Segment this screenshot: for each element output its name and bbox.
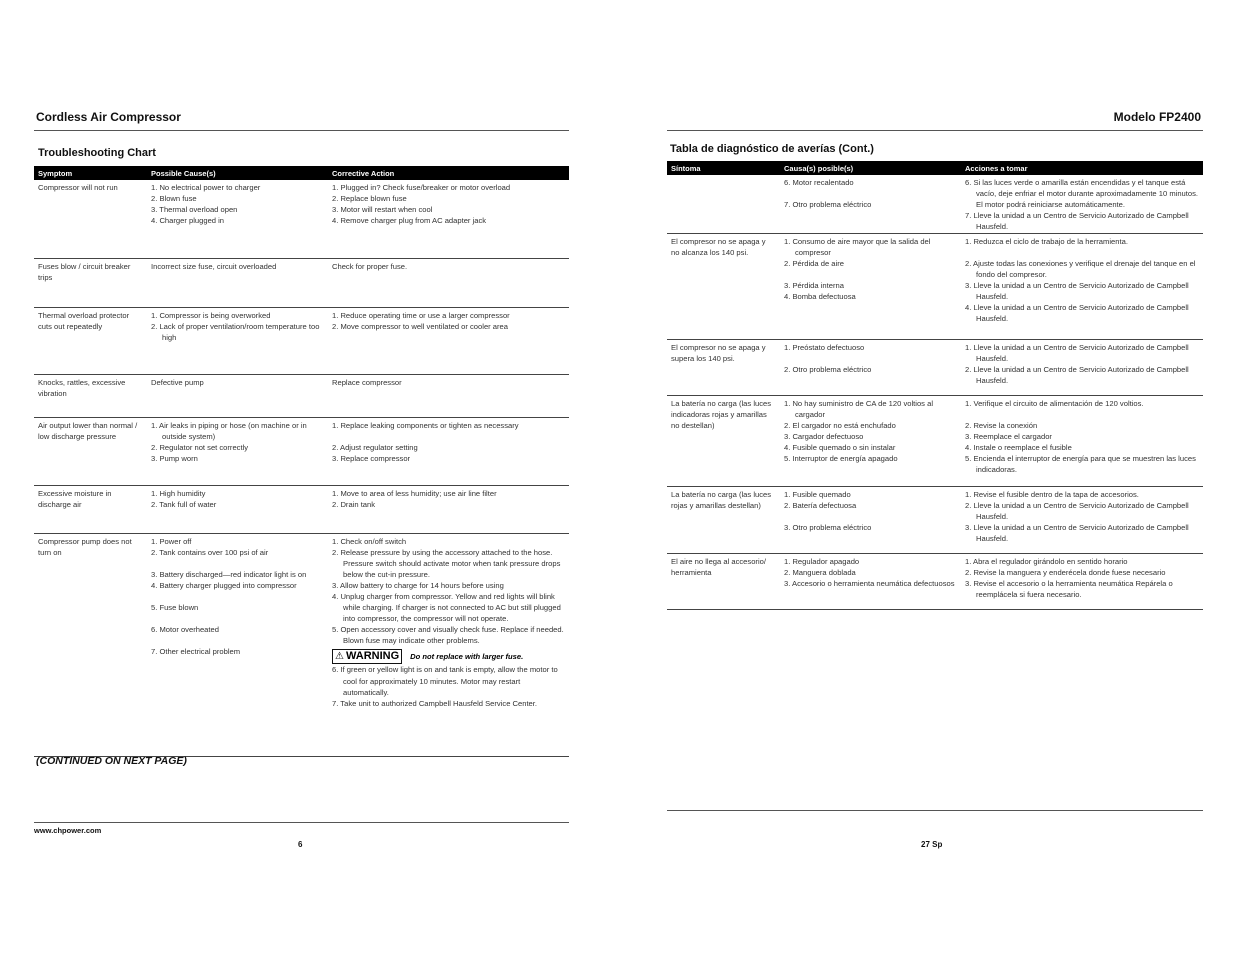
list-item: 3. Battery discharged—red indicator light is on: [151, 569, 307, 579]
causes-cell: [780, 395, 961, 486]
list-item: 3. Motor will restart when cool: [332, 205, 433, 215]
table-row: [667, 395, 1203, 486]
left-page: [34, 0, 569, 954]
troubleshooting-table: [34, 166, 569, 757]
list-item: 1. High humidity: [151, 488, 206, 498]
item-list: [332, 377, 565, 388]
symptom-cell: El aire no llega al accesorio/ herramienta: [667, 553, 780, 609]
item-list: [965, 398, 1199, 476]
list-item: 3. Revise el accesorio o la herramienta neumática Repárela o reemplácela si fuera necesario.: [965, 578, 1173, 599]
item-list: [965, 236, 1199, 325]
column-header-causas: Causa(s) posible(s): [780, 161, 961, 175]
causes-cell: [780, 553, 961, 609]
list-item: 2. Adjust regulator setting: [332, 442, 418, 452]
item-list: [332, 488, 565, 510]
list-item: [151, 558, 324, 569]
table-row: [667, 339, 1203, 395]
causes-cell: [147, 258, 328, 307]
warning-triangle-icon: ⚠: [335, 650, 344, 662]
list-spacer: [784, 353, 957, 364]
causes-cell: [147, 374, 328, 417]
item-list: [965, 342, 1199, 386]
item-list: [151, 488, 324, 510]
table-row: [667, 553, 1203, 609]
footer-url: www.chpower.com: [34, 826, 102, 835]
list-spacer: [784, 511, 957, 522]
list-item: 6. Si las luces verde o amarilla están encendidas y el tanque está vacío, deje enfriar el motor durante aproximadamente 10 minutos. El motor podrá reiniciarse automáticamente.: [965, 178, 1199, 210]
actions-cell: [961, 486, 1203, 553]
item-list: [332, 182, 565, 226]
table-row: [667, 175, 1203, 233]
item-list: [965, 489, 1199, 544]
list-item: 1. Abra el regulador girándolo en sentido horario: [965, 556, 1128, 566]
list-item: 6. If green or yellow light is on and tank is empty, allow the motor to cool for approximately 10 minutes. Motor may restart automatically.: [332, 665, 558, 697]
symptom-cell: Thermal overload protector cuts out repeatedly: [34, 307, 147, 374]
list-item: 2. Lack of proper ventilation/room temperature too high: [151, 321, 320, 342]
item-list: [332, 261, 565, 272]
item-list: [332, 420, 565, 464]
list-item: 2. Drain tank: [332, 499, 376, 509]
symptom-cell: Fuses blow / circuit breaker trips: [34, 258, 147, 307]
list-item: 2. Replace blown fuse: [332, 194, 407, 204]
list-item: 4. Battery charger plugged into compressor: [151, 580, 297, 590]
list-item: Check for proper fuse.: [332, 261, 408, 271]
actions-cell: [961, 175, 1203, 233]
list-item: 1. Plugged in? Check fuse/breaker or motor overload: [332, 183, 511, 192]
table-row: [34, 417, 569, 485]
list-item: 1. Power off: [151, 536, 192, 546]
item-list: [965, 556, 1199, 600]
causes-cell: [780, 175, 961, 233]
list-item: 4. Bomba defectuosa: [784, 291, 856, 301]
list-item: 5. Interruptor de energía apagado: [784, 453, 898, 463]
list-item: 1. Move to area of less humidity; use air line filter: [332, 488, 497, 498]
list-item: 3. Replace compressor: [332, 453, 411, 463]
right-footer-rule: [667, 810, 1203, 811]
item-list: [332, 536, 565, 709]
table-row: [667, 233, 1203, 339]
column-header-acciones: Acciones a tomar: [961, 161, 1203, 175]
list-spacer: [965, 409, 1199, 420]
list-item: 1. Verifique el circuito de alimentación de 120 voltios.: [965, 398, 1144, 408]
actions-cell: [328, 374, 569, 417]
item-list: [784, 342, 957, 375]
table-row: [34, 485, 569, 533]
item-list: [332, 310, 565, 332]
list-item: 2. El cargador no está enchufado: [784, 420, 896, 430]
table-header-row: [34, 166, 569, 180]
list-item: 1. No hay suministro de CA de 120 voltios al cargador: [784, 398, 934, 419]
list-item: 7. Lleve la unidad a un Centro de Servicio Autorizado de Campbell Hausfeld.: [965, 211, 1189, 232]
warning-row: [332, 649, 565, 664]
item-list: [151, 182, 324, 226]
causes-cell: [780, 233, 961, 339]
list-item: 1. Air leaks in piping or hose (on machine or in outside system): [151, 420, 307, 441]
list-item: 3. Lleve la unidad a un Centro de Servicio Autorizado de Campbell Hausfeld.: [965, 280, 1189, 301]
list-item: 1. Compressor is being overworked: [151, 310, 271, 320]
symptom-cell: Air output lower than normal / low discharge pressure: [34, 417, 147, 485]
table-header-row: [667, 161, 1203, 175]
table-row: [34, 374, 569, 417]
list-item: 3. Pump worn: [151, 453, 198, 463]
symptom-cell: El compresor no se apaga y supera los 140 psi.: [667, 339, 780, 395]
warning-text: Do not replace with larger fuse.: [410, 652, 524, 662]
list-item: 1. Consumo de aire mayor que la salida del compresor: [784, 236, 931, 257]
left-footer-rule: [34, 822, 569, 823]
symptom-cell: La batería no carga (las luces rojas y amarillas destellan): [667, 486, 780, 553]
list-item: 2. Lleve la unidad a un Centro de Servicio Autorizado de Campbell Hausfeld.: [965, 500, 1189, 521]
right-page-number: 27 Sp: [921, 840, 943, 849]
left-page-number: 6: [298, 840, 303, 849]
item-list: [784, 398, 957, 465]
diagnostic-table-title: Tabla de diagnóstico de averías (Cont.): [670, 143, 874, 155]
list-item: 2. Lleve la unidad a un Centro de Servicio Autorizado de Campbell Hausfeld.: [965, 364, 1189, 385]
list-item: 2. Tank full of water: [151, 499, 217, 509]
list-item: 7. Other electrical problem: [151, 647, 241, 657]
item-list: [784, 236, 957, 302]
right-header-title: Modelo FP2400: [1113, 110, 1201, 124]
list-item: 3. Otro problema eléctrico: [784, 522, 872, 532]
list-item: 2. Move compressor to well ventilated or cooler area: [332, 321, 509, 331]
list-item: 2. Otro problema eléctrico: [784, 364, 872, 374]
item-list: [151, 310, 324, 343]
list-item: 1. Fusible quemado: [784, 489, 851, 499]
table-row: [34, 307, 569, 374]
continued-note: (CONTINUED ON NEXT PAGE): [36, 755, 187, 767]
list-item: 2. Manguera doblada: [784, 567, 856, 577]
list-item: 1. Revise el fusible dentro de la tapa de accesorios.: [965, 489, 1139, 499]
item-list: [784, 177, 957, 210]
list-spacer: [332, 431, 565, 442]
list-item: 2. Batería defectuosa: [784, 500, 857, 510]
symptom-cell: Compressor will not run: [34, 180, 147, 258]
list-item: 1. Replace leaking components or tighten as necessary: [332, 420, 519, 430]
item-list: [784, 489, 957, 533]
causes-cell: [147, 533, 328, 756]
list-item: [151, 635, 324, 646]
actions-cell: [961, 339, 1203, 395]
actions-cell: [328, 533, 569, 756]
column-header-action: Corrective Action: [328, 166, 569, 180]
list-item: 2. Regulator not set correctly: [151, 442, 249, 452]
actions-cell: [328, 417, 569, 485]
list-spacer: [784, 269, 957, 280]
list-item: Defective pump: [151, 377, 204, 387]
column-header-symptom: Symptom: [34, 166, 147, 180]
list-item: 7. Otro problema eléctrico: [784, 200, 872, 210]
list-item: 1. No electrical power to charger: [151, 183, 261, 192]
table-row: [667, 486, 1203, 553]
actions-cell: [961, 233, 1203, 339]
table-row: [34, 180, 569, 258]
list-item: [151, 613, 324, 624]
table-row: [34, 533, 569, 756]
left-header-title: Cordless Air Compressor: [36, 110, 181, 124]
list-item: [151, 591, 324, 602]
table-row: [34, 258, 569, 307]
list-item: 1. Lleve la unidad a un Centro de Servicio Autorizado de Campbell Hausfeld.: [965, 342, 1189, 363]
symptom-cell: La batería no carga (las luces indicadoras rojas y amarillas no destellan): [667, 395, 780, 486]
causes-cell: [780, 339, 961, 395]
symptom-cell: [667, 175, 780, 233]
list-spacer: [784, 188, 957, 199]
list-item: 3. Cargador defectuoso: [784, 431, 864, 441]
causes-cell: [147, 485, 328, 533]
warning-label: WARNING: [345, 650, 400, 663]
diagnostic-table: [667, 161, 1203, 610]
right-page: [667, 0, 1203, 954]
list-item: 4. Remove charger plug from AC adapter jack: [332, 216, 487, 226]
item-list: [151, 536, 324, 658]
list-item: 4. Charger plugged in: [151, 216, 225, 226]
list-item: 2. Tank contains over 100 psi of air: [151, 547, 269, 557]
item-list: [965, 177, 1199, 232]
list-item: 4. Instale o reemplace el fusible: [965, 442, 1072, 452]
list-item: 6. Motor recalentado: [784, 178, 854, 187]
list-item: 3. Pérdida interna: [784, 280, 844, 290]
list-item: Replace compressor: [332, 377, 402, 387]
list-item: 7. Take unit to authorized Campbell Hausfeld Service Center.: [332, 698, 538, 708]
causes-cell: [147, 180, 328, 258]
list-spacer: [965, 247, 1199, 258]
list-item: 3. Thermal overload open: [151, 205, 238, 215]
list-item: 3. Lleve la unidad a un Centro de Servicio Autorizado de Campbell Hausfeld.: [965, 522, 1189, 543]
causes-cell: [147, 417, 328, 485]
warning-callout: [332, 649, 565, 664]
column-header-causes: Possible Cause(s): [147, 166, 328, 180]
list-item: 3. Reemplace el cargador: [965, 431, 1052, 441]
actions-cell: [328, 485, 569, 533]
right-header-rule: [667, 130, 1203, 131]
list-item: 1. Check on/off switch: [332, 536, 407, 546]
list-item: 3. Accesorio o herramienta neumática defectuosos: [784, 578, 955, 588]
list-item: 2. Ajuste todas las conexiones y verifique el drenaje del tanque en el fondo del compresor.: [965, 258, 1196, 279]
causes-cell: [780, 486, 961, 553]
list-item: 2. Release pressure by using the accessory attached to the hose. Pressure switch should activate motor when tank pressure drops below the cut-in pressure.: [332, 547, 561, 579]
item-list: [784, 556, 957, 589]
actions-cell: [328, 180, 569, 258]
column-header-sintoma: Síntoma: [667, 161, 780, 175]
list-item: 4. Lleve la unidad a un Centro de Servicio Autorizado de Campbell Hausfeld.: [965, 302, 1189, 324]
list-item: 1. Reduce operating time or use a larger compressor: [332, 310, 510, 320]
list-item: 3. Allow battery to charge for 14 hours before using: [332, 580, 504, 590]
list-item: 4. Fusible quemado o sin instalar: [784, 442, 896, 452]
list-item: 2. Revise la conexión: [965, 420, 1038, 430]
item-list: [151, 377, 324, 388]
causes-cell: [147, 307, 328, 374]
list-item: 1. Preóstato defectuoso: [784, 342, 865, 352]
list-item: 6. Motor overheated: [151, 624, 219, 634]
list-item: 2. Revise la manguera y enderécela donde fuese necesario: [965, 567, 1166, 577]
symptom-cell: El compresor no se apaga y no alcanza los 140 psi.: [667, 233, 780, 339]
symptom-cell: Excessive moisture in discharge air: [34, 485, 147, 533]
list-item: 5. Open accessory cover and visually check fuse. Replace if needed. Blown fuse may indicate other problems.: [332, 625, 564, 646]
list-item: 1. Regulador apagado: [784, 556, 860, 566]
actions-cell: [328, 258, 569, 307]
actions-cell: [328, 307, 569, 374]
actions-cell: [961, 553, 1203, 609]
item-list: [151, 261, 324, 272]
symptom-cell: Knocks, rattles, excessive vibration: [34, 374, 147, 417]
list-item: 5. Encienda el interruptor de energía para que se muestren las luces indicadoras.: [965, 453, 1196, 474]
troubleshooting-chart-title: Troubleshooting Chart: [38, 147, 156, 159]
list-item: 2. Blown fuse: [151, 194, 197, 204]
item-list: [151, 420, 324, 464]
warning-badge: [332, 649, 402, 664]
list-item: 4. Unplug charger from compressor. Yellow and red lights will blink while charging. If charger is not connected to AC but still plugged into compressor, the compressor will not operate.: [332, 591, 561, 624]
symptom-cell: Compressor pump does not turn on: [34, 533, 147, 756]
list-item: 5. Fuse blown: [151, 602, 199, 612]
actions-cell: [961, 395, 1203, 486]
list-item: Incorrect size fuse, circuit overloaded: [151, 261, 277, 271]
list-item: 1. Reduzca el ciclo de trabajo de la herramienta.: [965, 236, 1128, 246]
list-item: 2. Pérdida de aire: [784, 258, 844, 268]
left-header-rule: [34, 130, 569, 131]
